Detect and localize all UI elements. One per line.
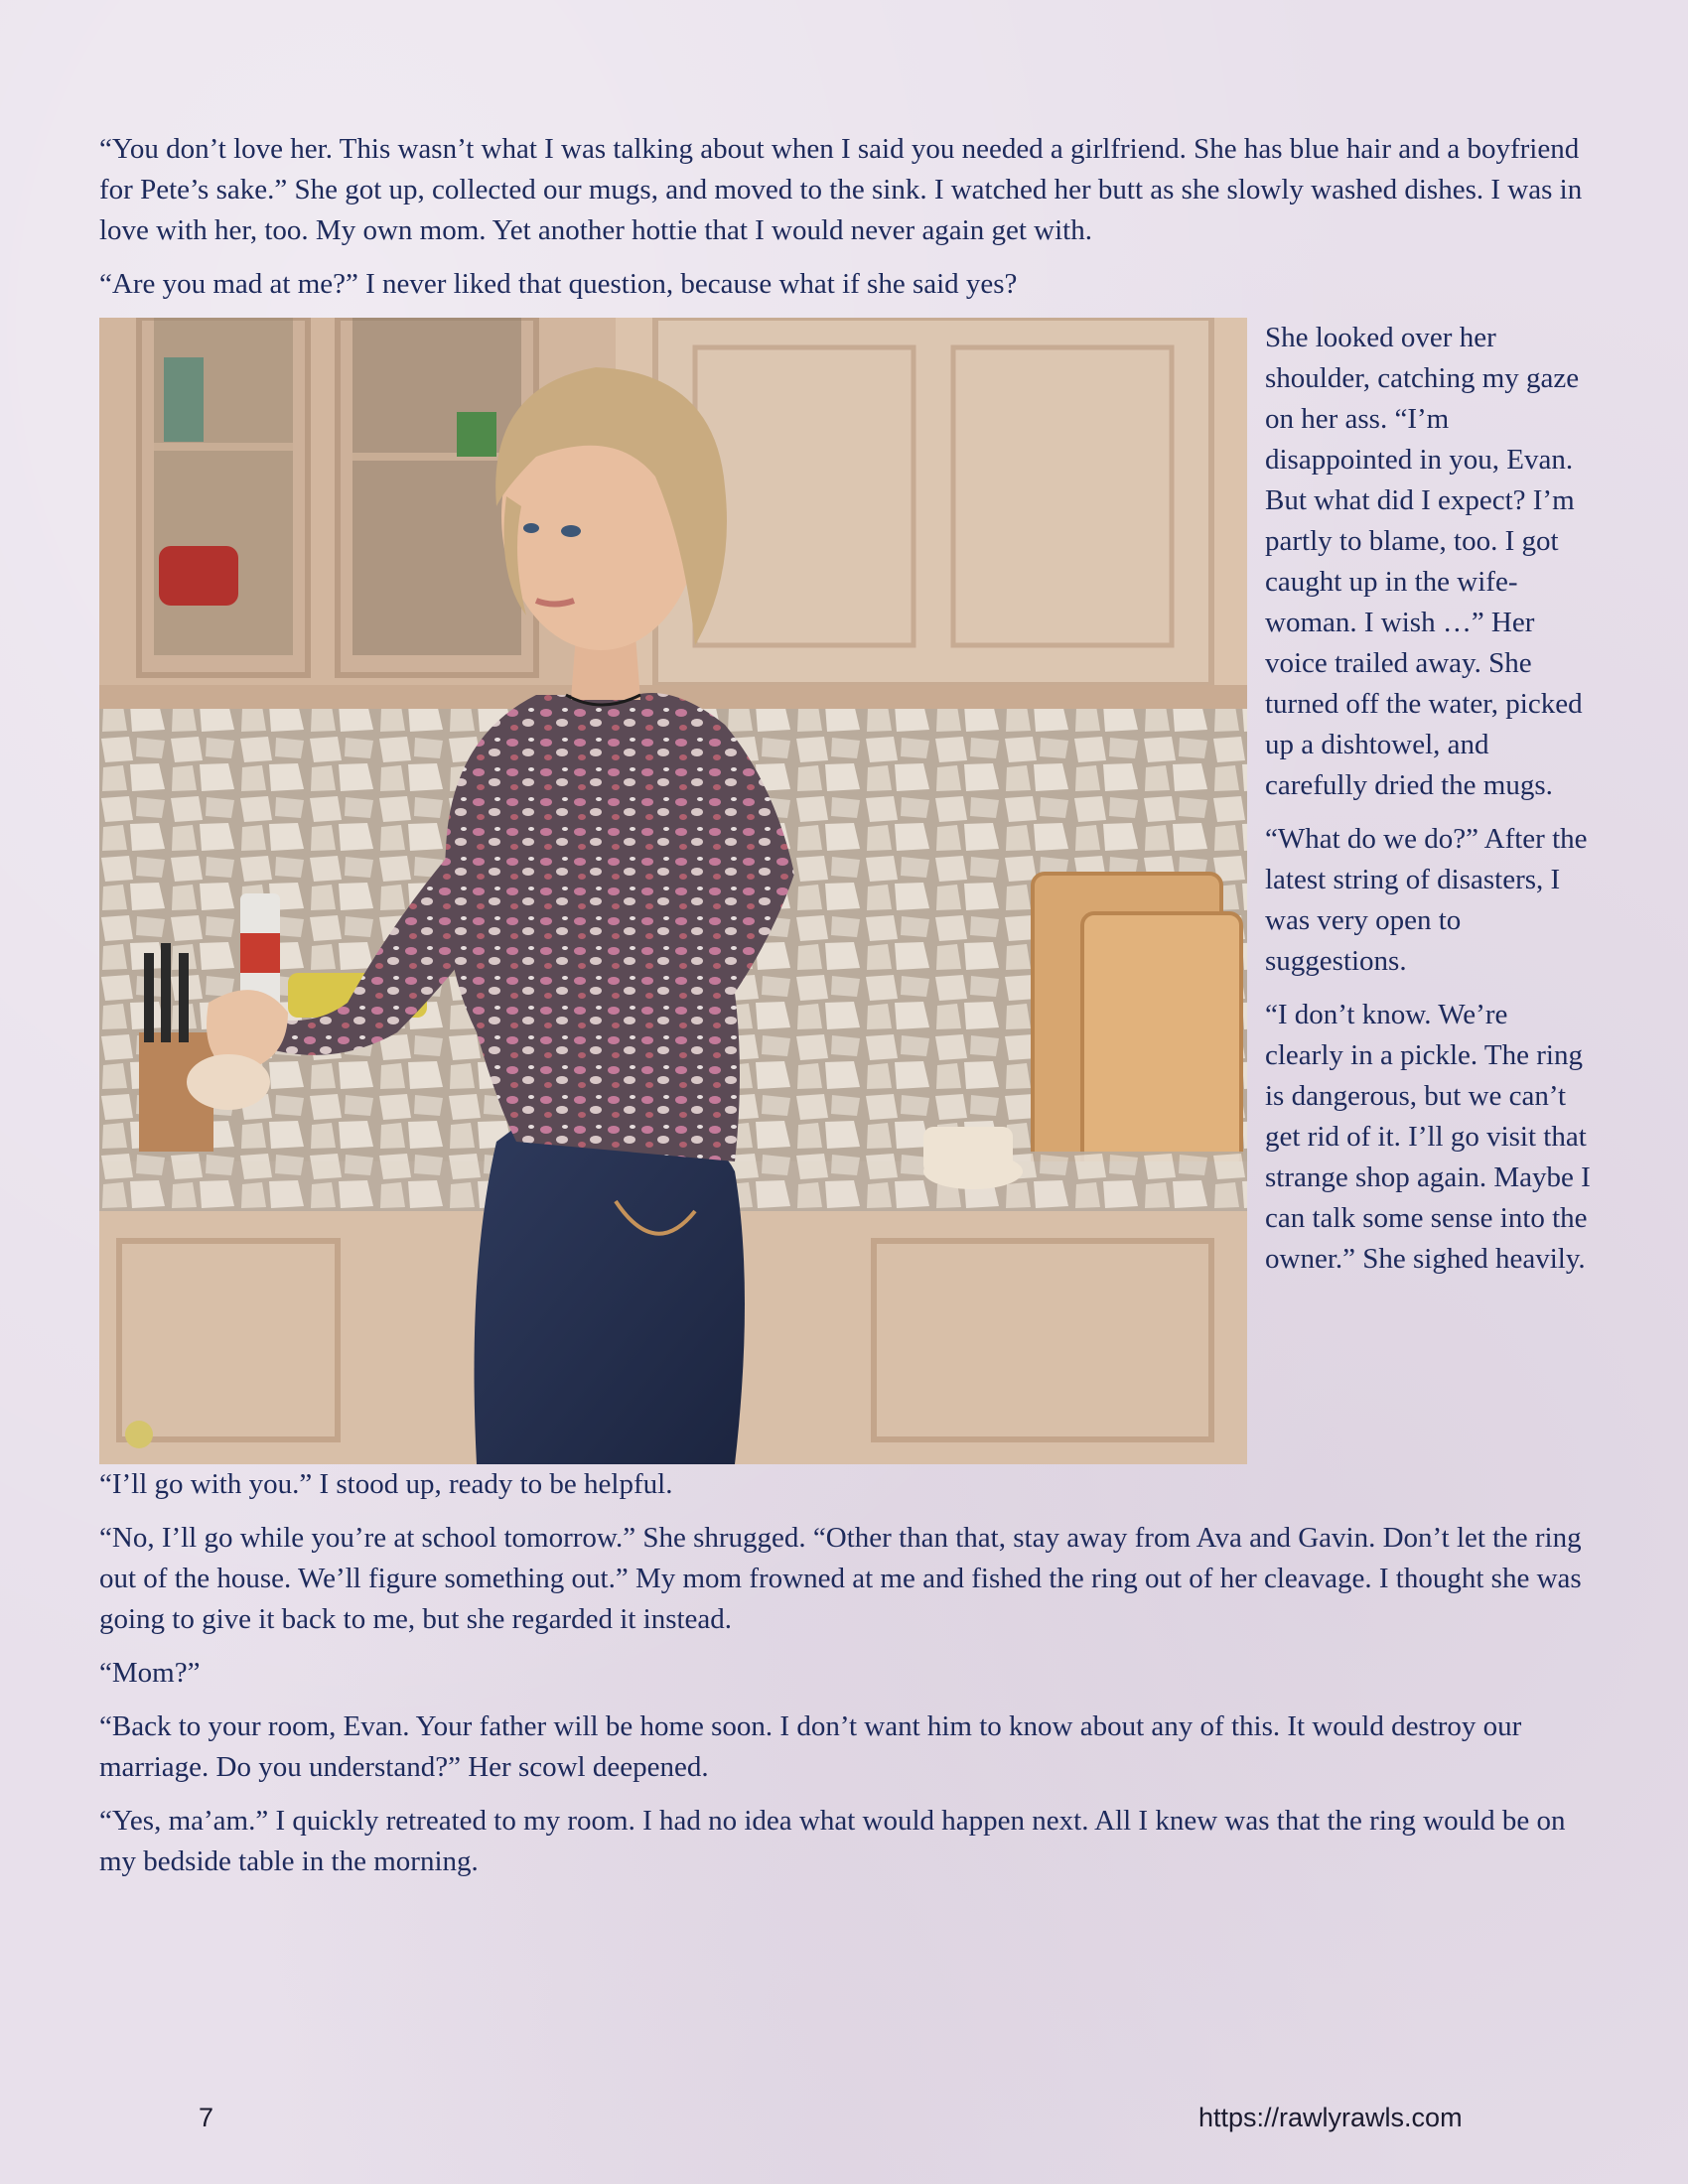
illustration-section xyxy=(99,318,1589,1464)
paragraph-6: “Back to your room, Evan. Your father will be home soon. I don’t want him to know about any of this. It would destroy our marriage. Do you understand?” Her scowl deepened. xyxy=(99,1710,1522,1783)
paragraph-3: “I’ll go with you.” I stood up, ready to be helpful. xyxy=(99,1468,673,1500)
paragraph-5: “Mom?” xyxy=(99,1657,201,1689)
paragraph-7: “Yes, ma’am.” I quickly retreated to my room. I had no idea what would happen next. All I knew was that the ring would be on my bedside table in the morning. xyxy=(99,1805,1566,1877)
side-paragraph-3: “I don’t know. We’re clearly in a pickle. The ring is dangerous, but we can’t get rid of it. I’ll go visit that strange shop again. Maybe I can talk some sense into the owner.” She sighed heavily. xyxy=(1265,999,1591,1275)
page-number: 7 xyxy=(199,2103,214,2132)
page-body xyxy=(99,129,1589,1895)
paragraph-2: “Are you mad at me?” I never liked that question, because what if she said yes? xyxy=(99,268,1018,300)
paragraph-4: “No, I’ll go while you’re at school tomorrow.” She shrugged. “Other than that, stay away from Ava and Gavin. Don’t let the ring out of the house. We’ll figure something out.” My mom frowned at me and fished the ring out of her cleavage. I thought she was going to give it back to me, but she regarded it instead. xyxy=(99,1522,1582,1635)
side-text-column xyxy=(1265,318,1593,1293)
paragraph-1: “You don’t love her. This wasn’t what I was talking about when I said you needed a girlfriend. She has blue hair and a boyfriend for Pete’s sake.” She got up, collected our mugs, and moved to the sink. I watched her butt as she slowly washed dishes. I was in love with her, too. My own mom. Yet another hottie that I would never again get with. xyxy=(99,133,1583,246)
kitchen-illustration xyxy=(99,318,1247,1464)
footer-url-link[interactable]: https://rawlyrawls.com xyxy=(1198,2103,1463,2132)
side-paragraph-1: She looked over her shoulder, catching my gaze on her ass. “I’m disappointed in you, Evan. But what did I expect? I’m partly to blame, too. I got caught up in the wife-woman. I wish …” Her voice trailed away. She turned off the water, picked up a dishtowel, and carefully dried the mugs. xyxy=(1265,322,1583,801)
side-paragraph-2: “What do we do?” After the latest string of disasters, I was very open to suggestions. xyxy=(1265,823,1588,977)
